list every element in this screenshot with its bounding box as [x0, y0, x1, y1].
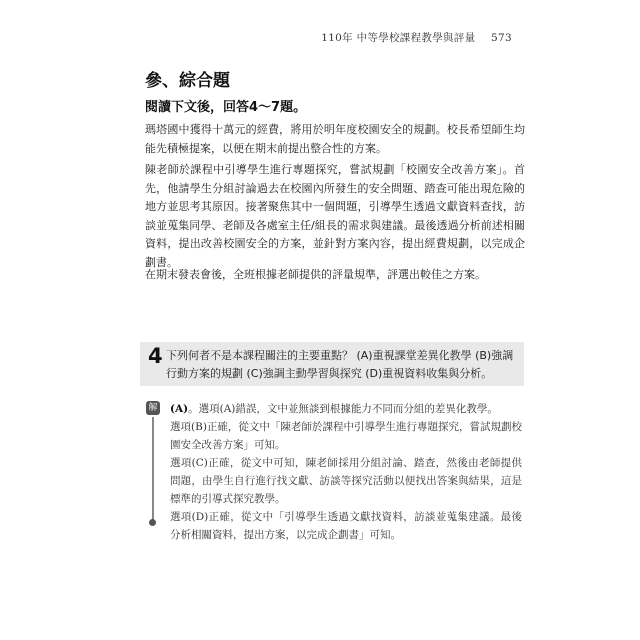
answer-explanation: [170, 400, 522, 544]
question-number: 4: [148, 344, 163, 368]
answer-divider-line: [152, 417, 154, 520]
passage-paragraph-3: 在期末發表會後，全班根據老師提供的評量規準，評選出較佳之方案。: [145, 268, 486, 281]
running-title: 110年 中等學校課程教學與評量: [321, 32, 476, 44]
passage-paragraph-1: 瑪塔國中獲得十萬元的經費，將用於明年度校園安全的規劃。校長希望師生均能先積極提案，以便在期末前提出整合性的方案。: [145, 123, 525, 155]
answer-line-b: 選項(B)正確，從文中「陳老師於課程中引導學生進行專題探究，嘗試規劃校園安全改善方案」可知。: [170, 421, 522, 451]
running-header: [321, 30, 512, 45]
answer-first-text: 。選項(A)錯誤，文中並無談到根據能力不同而分組的差異化教學。: [188, 403, 498, 415]
answer-end-dot: [149, 519, 156, 526]
answer-icon: 解: [146, 401, 160, 415]
answer-key: (A): [170, 403, 189, 415]
page-number: 573: [491, 32, 512, 44]
section-instruction: 閱讀下文後，回答4～7題。: [145, 100, 307, 115]
question-box: [140, 342, 524, 386]
answer-first-line: [170, 400, 522, 418]
question-text: 下列何者不是本課程關注的主要重點？ (A)重視課堂差異化教學 (B)強調行動方案的規劃 (C)強調主動學習與探究 (D)重視資料收集與分析。: [166, 349, 514, 380]
section-title: 參、綜合題: [145, 71, 230, 91]
answer-line-c: 選項(C)正確，從文中可知，陳老師採用分組討論、踏查，然後由老師提供問題，由學生自行進行找文獻、訪談等探究活動以便找出答案與結果，這是標準的引導式探究教學。: [170, 457, 522, 505]
passage-paragraph-2: 陳老師於課程中引導學生進行專題探究，嘗試規劃「校園安全改善方案」。首先，他請學生分組討論過去在校園內所發生的安全問題、踏查可能出現危險的地方並思考其原因。接著聚焦其中一個問題，引導學生透過文獻資料查找，訪談並蒐集同學、老師及各處室主任/組長的需求與建議。最後透過分析前述相關資料，提出改善校園安全的方案，並針對方案內容，提出經費規劃，以完成企劃書。: [145, 163, 525, 269]
answer-line-d: 選項(D)正確，從文中「引導學生透過文獻找資料，訪談並蒐集建議。最後分析相關資料，提出方案，以完成企劃書」可知。: [170, 511, 522, 541]
